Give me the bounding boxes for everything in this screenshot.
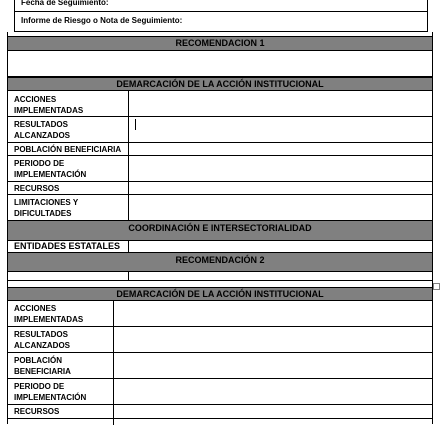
row-label-limitaciones: LIMITACIONES Y DIFICULTADES xyxy=(14,198,79,218)
table-row xyxy=(8,405,432,419)
table-row xyxy=(8,195,432,220)
demarcacion-1-header xyxy=(7,77,433,91)
resultados-value-cell[interactable] xyxy=(129,117,432,142)
table-row xyxy=(8,117,432,143)
text-cursor xyxy=(135,119,136,130)
coordinacion-title: COORDINACIÓN E INTERSECTORIALIDAD xyxy=(128,223,312,233)
acciones-2-value-cell[interactable] xyxy=(114,301,432,326)
entidades-estatales-label: ENTIDADES ESTATALES xyxy=(14,241,121,251)
row-label-acciones: ACCIONES IMPLEMENTADAS xyxy=(14,95,84,115)
row-label-recursos-2: RECURSOS xyxy=(14,407,60,416)
table-resize-handle[interactable] xyxy=(433,283,440,290)
recomendacion-1-title: RECOMENDACION 1 xyxy=(175,38,265,48)
table-row xyxy=(8,91,432,117)
header-block xyxy=(14,0,428,32)
demarcacion-2-header xyxy=(7,287,433,301)
table-row xyxy=(8,379,432,405)
row-label-resultados-2: RESULTADOS ALCANZADOS xyxy=(14,330,70,350)
informe-riesgo-label: Informe de Riesgo o Nota de Seguimiento: xyxy=(21,16,183,25)
recursos-value-cell[interactable] xyxy=(129,182,432,194)
demarcacion-2-title: DEMARCACIÓN DE LA ACCIÓN INSTITUCIONAL xyxy=(116,289,324,299)
acciones-value-cell[interactable] xyxy=(129,91,432,116)
row-label-recursos: RECURSOS xyxy=(14,184,60,193)
row-label-resultados: RESULTADOS ALCANZADOS xyxy=(14,120,70,140)
row-label-poblacion-2: POBLACIÓN BENEFICIARIA xyxy=(14,356,71,376)
recomendacion-1-text-cell[interactable] xyxy=(7,50,433,77)
poblacion-2-value-cell[interactable] xyxy=(114,353,432,378)
recomendacion-2-text-cell[interactable] xyxy=(7,272,433,281)
recomendacion-1-header xyxy=(7,36,433,51)
recursos-2-value-cell[interactable] xyxy=(114,405,432,418)
demarcacion-1-title: DEMARCACIÓN DE LA ACCIÓN INSTITUCIONAL xyxy=(116,79,324,89)
row-label-periodo: PERIODO DE IMPLEMENTACIÓN xyxy=(14,159,87,179)
table-row xyxy=(8,301,432,327)
entidades-row xyxy=(7,240,433,252)
limitaciones-value-cell[interactable] xyxy=(129,195,432,220)
periodo-value-cell[interactable] xyxy=(129,156,432,181)
recomendacion-2-header xyxy=(7,252,433,272)
demarcacion-1-table xyxy=(7,90,433,221)
demarcacion-2-table xyxy=(7,300,433,424)
row-label-periodo-2: PERIODO DE IMPLEMENTACIÓN xyxy=(14,382,87,402)
table-row xyxy=(8,156,432,182)
row-label-poblacion: POBLACIÓN BENEFICIARIA xyxy=(14,145,122,154)
table-row xyxy=(8,353,432,379)
coordinacion-header xyxy=(7,220,433,241)
table-row xyxy=(8,143,432,156)
resultados-2-value-cell[interactable] xyxy=(114,327,432,352)
table-row xyxy=(8,327,432,353)
table-row xyxy=(8,182,432,195)
row-label-acciones-2: ACCIONES IMPLEMENTADAS xyxy=(14,304,84,324)
fecha-seguimiento-label: Fecha de Seguimiento: xyxy=(21,0,109,7)
recomendacion-2-title: RECOMENDACIÓN 2 xyxy=(175,255,265,265)
periodo-2-value-cell[interactable] xyxy=(114,379,432,404)
poblacion-value-cell[interactable] xyxy=(129,143,432,155)
